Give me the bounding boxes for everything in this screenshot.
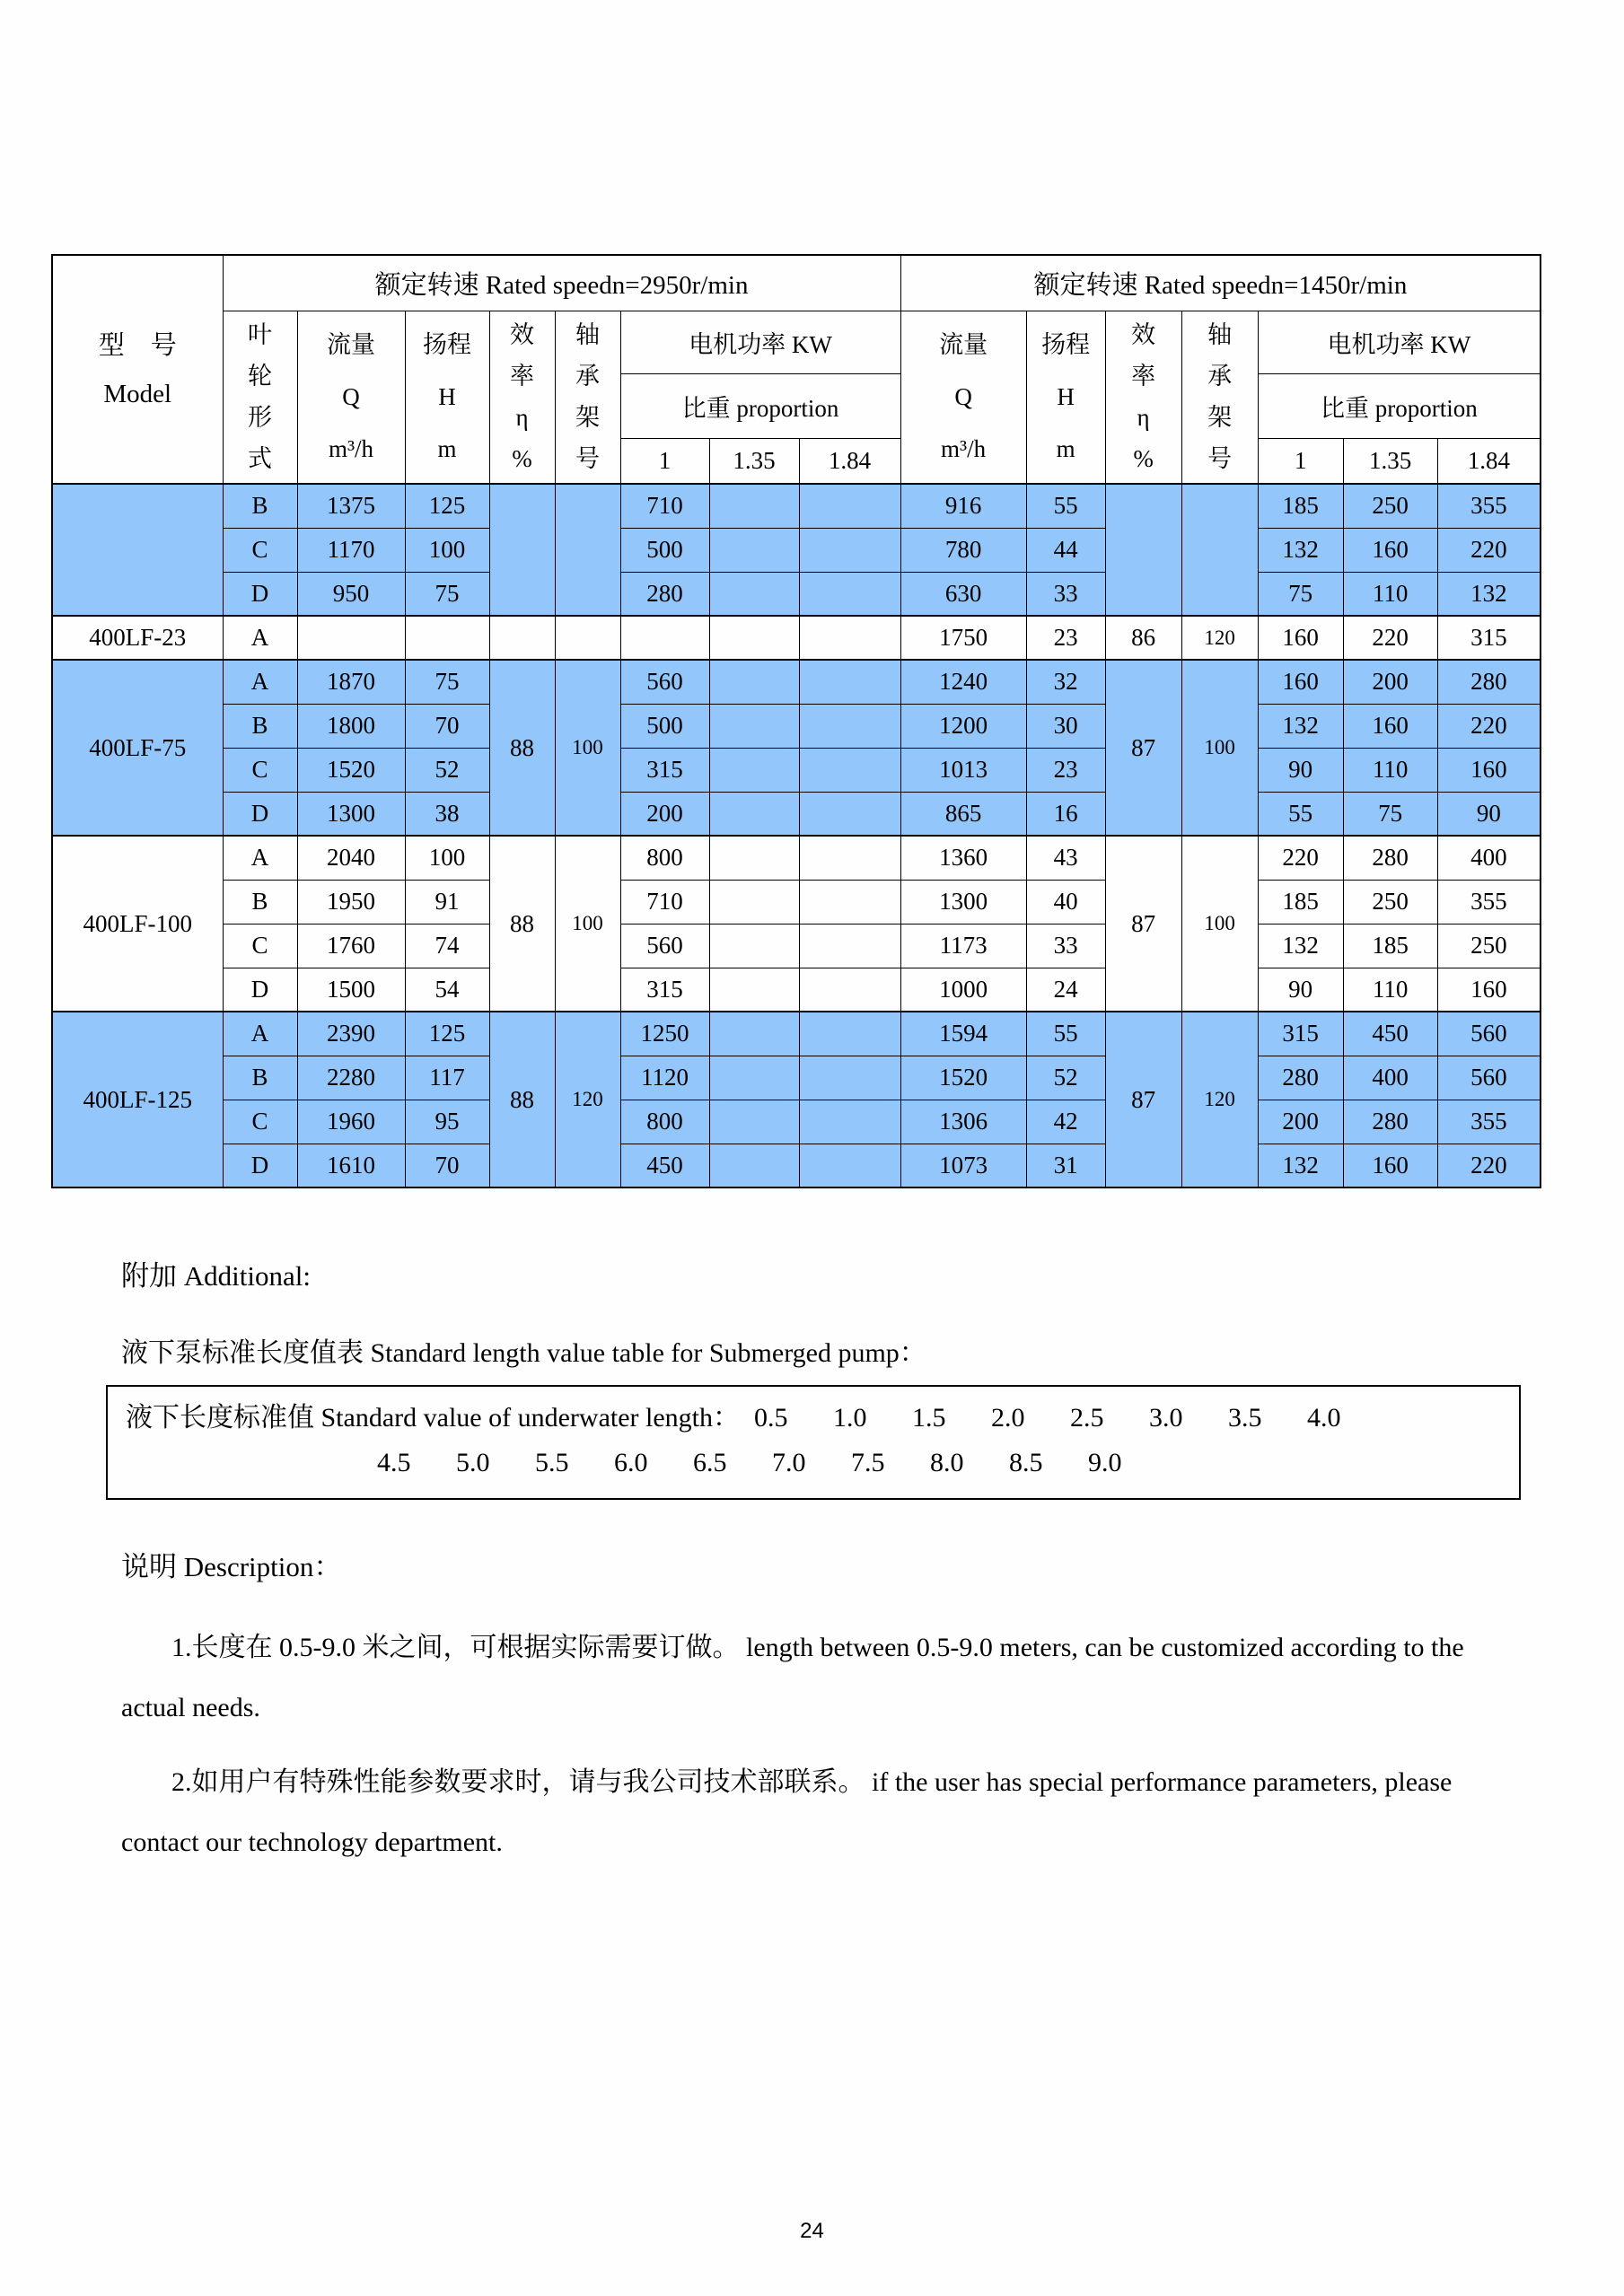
cell-kw-2950-p1: 710: [620, 484, 709, 528]
cell-flow-1450: 1200: [900, 704, 1026, 748]
cell-kw-2950-p1: 315: [620, 968, 709, 1012]
cell-kw-2950-p1: 710: [620, 880, 709, 924]
cell-kw-2950-p1: 280: [620, 572, 709, 616]
flow-header-2950: 流量 Q m³/h: [297, 311, 405, 484]
cell-kw-1450-p1.84: 560: [1437, 1012, 1541, 1056]
cell-kw-2950-p1: 200: [620, 792, 709, 836]
cell-kw-1450-p1.84: 160: [1437, 968, 1541, 1012]
cell-kw-2950-p1.35: [709, 748, 799, 792]
cell-kw-2950-p1: [620, 616, 709, 660]
cell-bearing-2950: 120: [555, 1012, 620, 1187]
table-row: [52, 880, 1541, 924]
table-row: [52, 1100, 1541, 1144]
cell-kw-2950-p1: 800: [620, 836, 709, 880]
cell-bearing-2950: 100: [555, 836, 620, 1012]
length-value: 6.5: [693, 1448, 727, 1477]
cell-flow-2950: 1610: [297, 1144, 405, 1187]
cell-impeller-type: D: [223, 968, 297, 1012]
cell-kw-1450-p1.84: 355: [1437, 1100, 1541, 1144]
cell-kw-2950-p1.35: [709, 616, 799, 660]
cell-kw-1450-p1.35: 110: [1343, 748, 1437, 792]
cell-flow-1450: 1520: [900, 1056, 1026, 1100]
cell-impeller-type: B: [223, 484, 297, 528]
cell-kw-2950-p1: 315: [620, 748, 709, 792]
cell-head-1450: 44: [1026, 528, 1105, 572]
cell-head-1450: 31: [1026, 1144, 1105, 1187]
rated-speed-1450-header: 额定转速 Rated speedn=1450r/min: [900, 255, 1541, 311]
table-row: [52, 968, 1541, 1012]
cell-head-2950: 117: [405, 1056, 489, 1100]
cell-flow-1450: 865: [900, 792, 1026, 836]
bearing-bracket-header-1450: 轴 承 架 号: [1181, 311, 1258, 484]
cell-efficiency-1450: 87: [1105, 836, 1181, 1012]
cell-impeller-type: A: [223, 616, 297, 660]
table-row: [52, 1056, 1541, 1100]
cell-kw-2950-p1.84: [799, 1144, 900, 1187]
length-value: 5.0: [456, 1448, 490, 1477]
table-row: [52, 528, 1541, 572]
cell-bearing-2950: [555, 484, 620, 616]
cell-flow-2950: 1375: [297, 484, 405, 528]
cell-head-2950: 75: [405, 572, 489, 616]
cell-head-1450: 24: [1026, 968, 1105, 1012]
cell-bearing-2950: 100: [555, 660, 620, 836]
proportion-1.35-header-2950: 1.35: [709, 438, 799, 484]
cell-kw-2950-p1: 500: [620, 528, 709, 572]
cell-impeller-type: C: [223, 924, 297, 968]
motor-power-header-2950: 电机功率 KW: [620, 311, 900, 373]
cell-head-2950: 91: [405, 880, 489, 924]
cell-bearing-1450: 100: [1181, 836, 1258, 1012]
cell-flow-2950: 1800: [297, 704, 405, 748]
cell-kw-1450-p1: 200: [1258, 1100, 1343, 1144]
head-header-1450: 扬程 H m: [1026, 311, 1105, 484]
cell-kw-1450-p1.84: 250: [1437, 924, 1541, 968]
length-table-caption: 液下泵标准长度值表 Standard length value table for Submerged pump：: [121, 1338, 926, 1368]
cell-efficiency-1450: 86: [1105, 616, 1181, 660]
cell-kw-2950-p1.84: [799, 748, 900, 792]
cell-impeller-type: A: [223, 836, 297, 880]
length-value: 3.0: [1149, 1403, 1183, 1433]
cell-head-2950: 70: [405, 1144, 489, 1187]
length-value: 3.5: [1228, 1403, 1262, 1433]
cell-kw-1450-p1.35: 200: [1343, 660, 1437, 704]
cell-head-2950: 74: [405, 924, 489, 968]
cell-efficiency-2950: [489, 484, 555, 616]
cell-kw-1450-p1.84: 220: [1437, 1144, 1541, 1187]
cell-flow-2950: 1500: [297, 968, 405, 1012]
cell-kw-1450-p1.84: 355: [1437, 484, 1541, 528]
cell-kw-1450-p1: 185: [1258, 880, 1343, 924]
bearing-bracket-header-2950: 轴 承 架 号: [555, 311, 620, 484]
cell-kw-2950-p1.35: [709, 924, 799, 968]
length-box-label: 液下长度标准值 Standard value of underwater length：: [126, 1403, 741, 1433]
cell-head-2950: 70: [405, 704, 489, 748]
flow-header-1450: 流量 Q m³/h: [900, 311, 1026, 484]
cell-kw-2950-p1.35: [709, 1100, 799, 1144]
cell-head-1450: 42: [1026, 1100, 1105, 1144]
head-header-2950: 扬程 H m: [405, 311, 489, 484]
cell-kw-1450-p1.35: 160: [1343, 1144, 1437, 1187]
cell-kw-2950-p1: 500: [620, 704, 709, 748]
model-header-en: Model: [103, 379, 172, 408]
cell-efficiency-1450: [1105, 484, 1181, 616]
cell-flow-1450: 1360: [900, 836, 1026, 880]
cell-kw-2950-p1: 560: [620, 924, 709, 968]
cell-kw-2950-p1.84: [799, 484, 900, 528]
pump-spec-table: [51, 254, 1541, 1188]
cell-kw-1450-p1: 132: [1258, 704, 1343, 748]
cell-impeller-type: B: [223, 704, 297, 748]
cell-bearing-1450: 100: [1181, 660, 1258, 836]
cell-kw-1450-p1.35: 110: [1343, 968, 1437, 1012]
cell-kw-2950-p1: 800: [620, 1100, 709, 1144]
cell-kw-2950-p1: 450: [620, 1144, 709, 1187]
cell-kw-1450-p1: 160: [1258, 616, 1343, 660]
cell-impeller-type: B: [223, 880, 297, 924]
cell-kw-1450-p1.35: 280: [1343, 1100, 1437, 1144]
cell-flow-1450: 1594: [900, 1012, 1026, 1056]
cell-kw-1450-p1.84: 220: [1437, 528, 1541, 572]
length-value: 1.0: [833, 1403, 867, 1433]
length-value: 7.0: [772, 1448, 806, 1477]
length-values-line1: [740, 1403, 1354, 1433]
impeller-type-header: 叶 轮 形 式: [223, 311, 297, 484]
efficiency-header-1450: 效 率 η %: [1105, 311, 1181, 484]
cell-impeller-type: D: [223, 1144, 297, 1187]
cell-flow-1450: 1073: [900, 1144, 1026, 1187]
cell-flow-2950: 2390: [297, 1012, 405, 1056]
cell-kw-2950-p1.84: [799, 1056, 900, 1100]
cell-kw-1450-p1.35: 160: [1343, 528, 1437, 572]
cell-flow-1450: 1013: [900, 748, 1026, 792]
cell-kw-1450-p1.35: 450: [1343, 1012, 1437, 1056]
cell-head-2950: 125: [405, 484, 489, 528]
cell-kw-2950-p1.84: [799, 572, 900, 616]
cell-kw-1450-p1: 160: [1258, 660, 1343, 704]
cell-head-2950: 75: [405, 660, 489, 704]
model-header-cn: 型 号: [98, 330, 177, 360]
length-box-line1: [126, 1398, 1519, 1439]
cell-kw-1450-p1: 280: [1258, 1056, 1343, 1100]
cell-flow-2950: 1960: [297, 1100, 405, 1144]
cell-kw-1450-p1.84: 280: [1437, 660, 1541, 704]
cell-flow-1450: 1240: [900, 660, 1026, 704]
table-row: [52, 660, 1541, 704]
cell-head-1450: 52: [1026, 1056, 1105, 1100]
cell-bearing-1450: [1181, 484, 1258, 616]
cell-head-1450: 32: [1026, 660, 1105, 704]
cell-kw-2950-p1.35: [709, 1144, 799, 1187]
cell-kw-1450-p1.35: 110: [1343, 572, 1437, 616]
length-value: 9.0: [1088, 1448, 1122, 1477]
cell-flow-2950: 1950: [297, 880, 405, 924]
model-header: [52, 255, 223, 484]
table-row: [52, 792, 1541, 836]
cell-kw-2950-p1.35: [709, 1012, 799, 1056]
cell-flow-2950: [297, 616, 405, 660]
cell-efficiency-1450: 87: [1105, 660, 1181, 836]
cell-kw-1450-p1.35: 185: [1343, 924, 1437, 968]
rated-speed-2950-header: 额定转速 Rated speedn=2950r/min: [223, 255, 900, 311]
cell-kw-2950-p1.35: [709, 484, 799, 528]
cell-flow-1450: 1000: [900, 968, 1026, 1012]
cell-head-1450: 55: [1026, 1012, 1105, 1056]
cell-kw-2950-p1.35: [709, 880, 799, 924]
proportion-1.84-header-2950: 1.84: [799, 438, 900, 484]
cell-kw-2950-p1.84: [799, 836, 900, 880]
cell-efficiency-2950: 88: [489, 1012, 555, 1187]
cell-efficiency-2950: 88: [489, 660, 555, 836]
table-row: [52, 1012, 1541, 1056]
cell-impeller-type: C: [223, 528, 297, 572]
cell-head-1450: 43: [1026, 836, 1105, 880]
cell-model: 400LF-100: [52, 836, 223, 1012]
cell-head-2950: 38: [405, 792, 489, 836]
cell-kw-2950-p1: 1120: [620, 1056, 709, 1100]
cell-kw-2950-p1.84: [799, 616, 900, 660]
efficiency-header-2950: 效 率 η %: [489, 311, 555, 484]
cell-impeller-type: B: [223, 1056, 297, 1100]
cell-kw-1450-p1.84: 132: [1437, 572, 1541, 616]
cell-impeller-type: A: [223, 660, 297, 704]
proportion-header-1450: 比重 proportion: [1258, 373, 1541, 438]
cell-kw-2950-p1.35: [709, 660, 799, 704]
cell-kw-1450-p1.84: 90: [1437, 792, 1541, 836]
cell-flow-1450: 1306: [900, 1100, 1026, 1144]
cell-kw-2950-p1.35: [709, 572, 799, 616]
cell-kw-1450-p1.35: 220: [1343, 616, 1437, 660]
cell-kw-2950-p1.84: [799, 968, 900, 1012]
cell-kw-1450-p1: 315: [1258, 1012, 1343, 1056]
cell-bearing-2950: [555, 616, 620, 660]
proportion-1.84-header-1450: 1.84: [1437, 438, 1541, 484]
cell-impeller-type: D: [223, 572, 297, 616]
cell-kw-1450-p1: 90: [1258, 748, 1343, 792]
cell-kw-1450-p1.84: 355: [1437, 880, 1541, 924]
cell-flow-1450: 1300: [900, 880, 1026, 924]
cell-kw-1450-p1: 90: [1258, 968, 1343, 1012]
cell-kw-1450-p1: 55: [1258, 792, 1343, 836]
cell-kw-2950-p1.84: [799, 528, 900, 572]
cell-kw-1450-p1.84: 560: [1437, 1056, 1541, 1100]
cell-flow-2950: 1760: [297, 924, 405, 968]
cell-kw-1450-p1: 132: [1258, 1144, 1343, 1187]
cell-kw-1450-p1.84: 400: [1437, 836, 1541, 880]
proportion-1-header-1450: 1: [1258, 438, 1343, 484]
cell-flow-2950: 2040: [297, 836, 405, 880]
proportion-1.35-header-1450: 1.35: [1343, 438, 1437, 484]
cell-kw-1450-p1: 75: [1258, 572, 1343, 616]
cell-head-2950: 52: [405, 748, 489, 792]
table-row: [52, 572, 1541, 616]
cell-flow-1450: 1750: [900, 616, 1026, 660]
length-value: 2.5: [1070, 1403, 1104, 1433]
proportion-1-header-2950: 1: [620, 438, 709, 484]
length-value: 6.0: [614, 1448, 648, 1477]
cell-kw-1450-p1: 220: [1258, 836, 1343, 880]
cell-flow-1450: 1173: [900, 924, 1026, 968]
cell-kw-2950-p1: 1250: [620, 1012, 709, 1056]
cell-efficiency-2950: 88: [489, 836, 555, 1012]
length-value: 4.0: [1307, 1403, 1341, 1433]
length-value: 4.5: [377, 1448, 411, 1477]
table-row: [52, 484, 1541, 528]
cell-kw-2950-p1.35: [709, 968, 799, 1012]
table-row: [52, 924, 1541, 968]
cell-impeller-type: D: [223, 792, 297, 836]
length-value: 8.5: [1009, 1448, 1043, 1477]
cell-kw-2950-p1.35: [709, 528, 799, 572]
standard-length-box: [106, 1385, 1521, 1500]
cell-model: [52, 484, 223, 616]
cell-kw-2950-p1.84: [799, 1100, 900, 1144]
cell-head-2950: 125: [405, 1012, 489, 1056]
pump-spec-table-wrap: [51, 254, 1541, 1188]
length-value: 5.5: [535, 1448, 569, 1477]
cell-kw-2950-p1.35: [709, 792, 799, 836]
cell-bearing-1450: 120: [1181, 616, 1258, 660]
cell-head-1450: 23: [1026, 616, 1105, 660]
cell-head-1450: 23: [1026, 748, 1105, 792]
table-row: [52, 1144, 1541, 1187]
cell-kw-1450-p1.35: 250: [1343, 484, 1437, 528]
cell-kw-1450-p1.35: 160: [1343, 704, 1437, 748]
cell-impeller-type: A: [223, 1012, 297, 1056]
cell-kw-2950-p1.84: [799, 880, 900, 924]
additional-label: 附加 Additional:: [121, 1260, 311, 1292]
motor-power-header-1450: 电机功率 KW: [1258, 311, 1541, 373]
cell-kw-2950-p1.84: [799, 660, 900, 704]
cell-impeller-type: C: [223, 1100, 297, 1144]
cell-head-1450: 33: [1026, 924, 1105, 968]
proportion-header-2950: 比重 proportion: [620, 373, 900, 438]
description-label: 说明 Description：: [121, 1551, 342, 1582]
length-value: 2.0: [991, 1403, 1025, 1433]
cell-flow-1450: 630: [900, 572, 1026, 616]
cell-head-2950: 100: [405, 528, 489, 572]
length-value: 0.5: [754, 1403, 788, 1433]
cell-head-2950: 95: [405, 1100, 489, 1144]
cell-kw-1450-p1: 132: [1258, 924, 1343, 968]
page-number: 24: [800, 2219, 824, 2243]
cell-kw-1450-p1.35: 75: [1343, 792, 1437, 836]
cell-flow-2950: 950: [297, 572, 405, 616]
cell-impeller-type: C: [223, 748, 297, 792]
cell-efficiency-2950: [489, 616, 555, 660]
cell-flow-2950: 1170: [297, 528, 405, 572]
cell-kw-1450-p1.35: 400: [1343, 1056, 1437, 1100]
length-value: 1.5: [912, 1403, 946, 1433]
cell-kw-2950-p1.84: [799, 1012, 900, 1056]
cell-kw-2950-p1.84: [799, 792, 900, 836]
cell-head-1450: 30: [1026, 704, 1105, 748]
cell-flow-2950: 1520: [297, 748, 405, 792]
cell-flow-1450: 916: [900, 484, 1026, 528]
cell-model: 400LF-125: [52, 1012, 223, 1187]
cell-head-1450: 40: [1026, 880, 1105, 924]
cell-model: 400LF-23: [52, 616, 223, 660]
cell-flow-1450: 780: [900, 528, 1026, 572]
table-row: [52, 616, 1541, 660]
length-values-line2: [377, 1442, 1519, 1484]
cell-head-2950: 54: [405, 968, 489, 1012]
description-item-2: 2.如用户有特殊性能参数要求时，请与我公司技术部联系。 if the user has special performance parameters, please contact our technology department.: [121, 1767, 1453, 1857]
cell-kw-1450-p1: 185: [1258, 484, 1343, 528]
cell-flow-2950: 2280: [297, 1056, 405, 1100]
cell-flow-2950: 1300: [297, 792, 405, 836]
cell-kw-1450-p1.84: 160: [1437, 748, 1541, 792]
cell-kw-1450-p1.35: 250: [1343, 880, 1437, 924]
description-item-1: 1.长度在 0.5-9.0 米之间，可根据实际需要订做。 length between 0.5-9.0 meters, can be customized according to the actual needs.: [121, 1633, 1464, 1722]
table-row: [52, 836, 1541, 880]
cell-head-1450: 55: [1026, 484, 1105, 528]
cell-bearing-1450: 120: [1181, 1012, 1258, 1187]
cell-head-2950: [405, 616, 489, 660]
cell-kw-1450-p1.84: 220: [1437, 704, 1541, 748]
cell-flow-2950: 1870: [297, 660, 405, 704]
cell-head-1450: 16: [1026, 792, 1105, 836]
cell-kw-1450-p1: 132: [1258, 528, 1343, 572]
length-value: 7.5: [851, 1448, 885, 1477]
cell-kw-2950-p1.35: [709, 1056, 799, 1100]
cell-head-2950: 100: [405, 836, 489, 880]
table-row: [52, 704, 1541, 748]
cell-head-1450: 33: [1026, 572, 1105, 616]
cell-kw-1450-p1.35: 280: [1343, 836, 1437, 880]
table-row: [52, 748, 1541, 792]
cell-kw-2950-p1.35: [709, 704, 799, 748]
length-value: 8.0: [930, 1448, 964, 1477]
cell-efficiency-1450: 87: [1105, 1012, 1181, 1187]
cell-kw-1450-p1.84: 315: [1437, 616, 1541, 660]
cell-model: 400LF-75: [52, 660, 223, 836]
cell-kw-2950-p1.84: [799, 704, 900, 748]
cell-kw-2950-p1.84: [799, 924, 900, 968]
cell-kw-2950-p1: 560: [620, 660, 709, 704]
cell-kw-2950-p1.35: [709, 836, 799, 880]
